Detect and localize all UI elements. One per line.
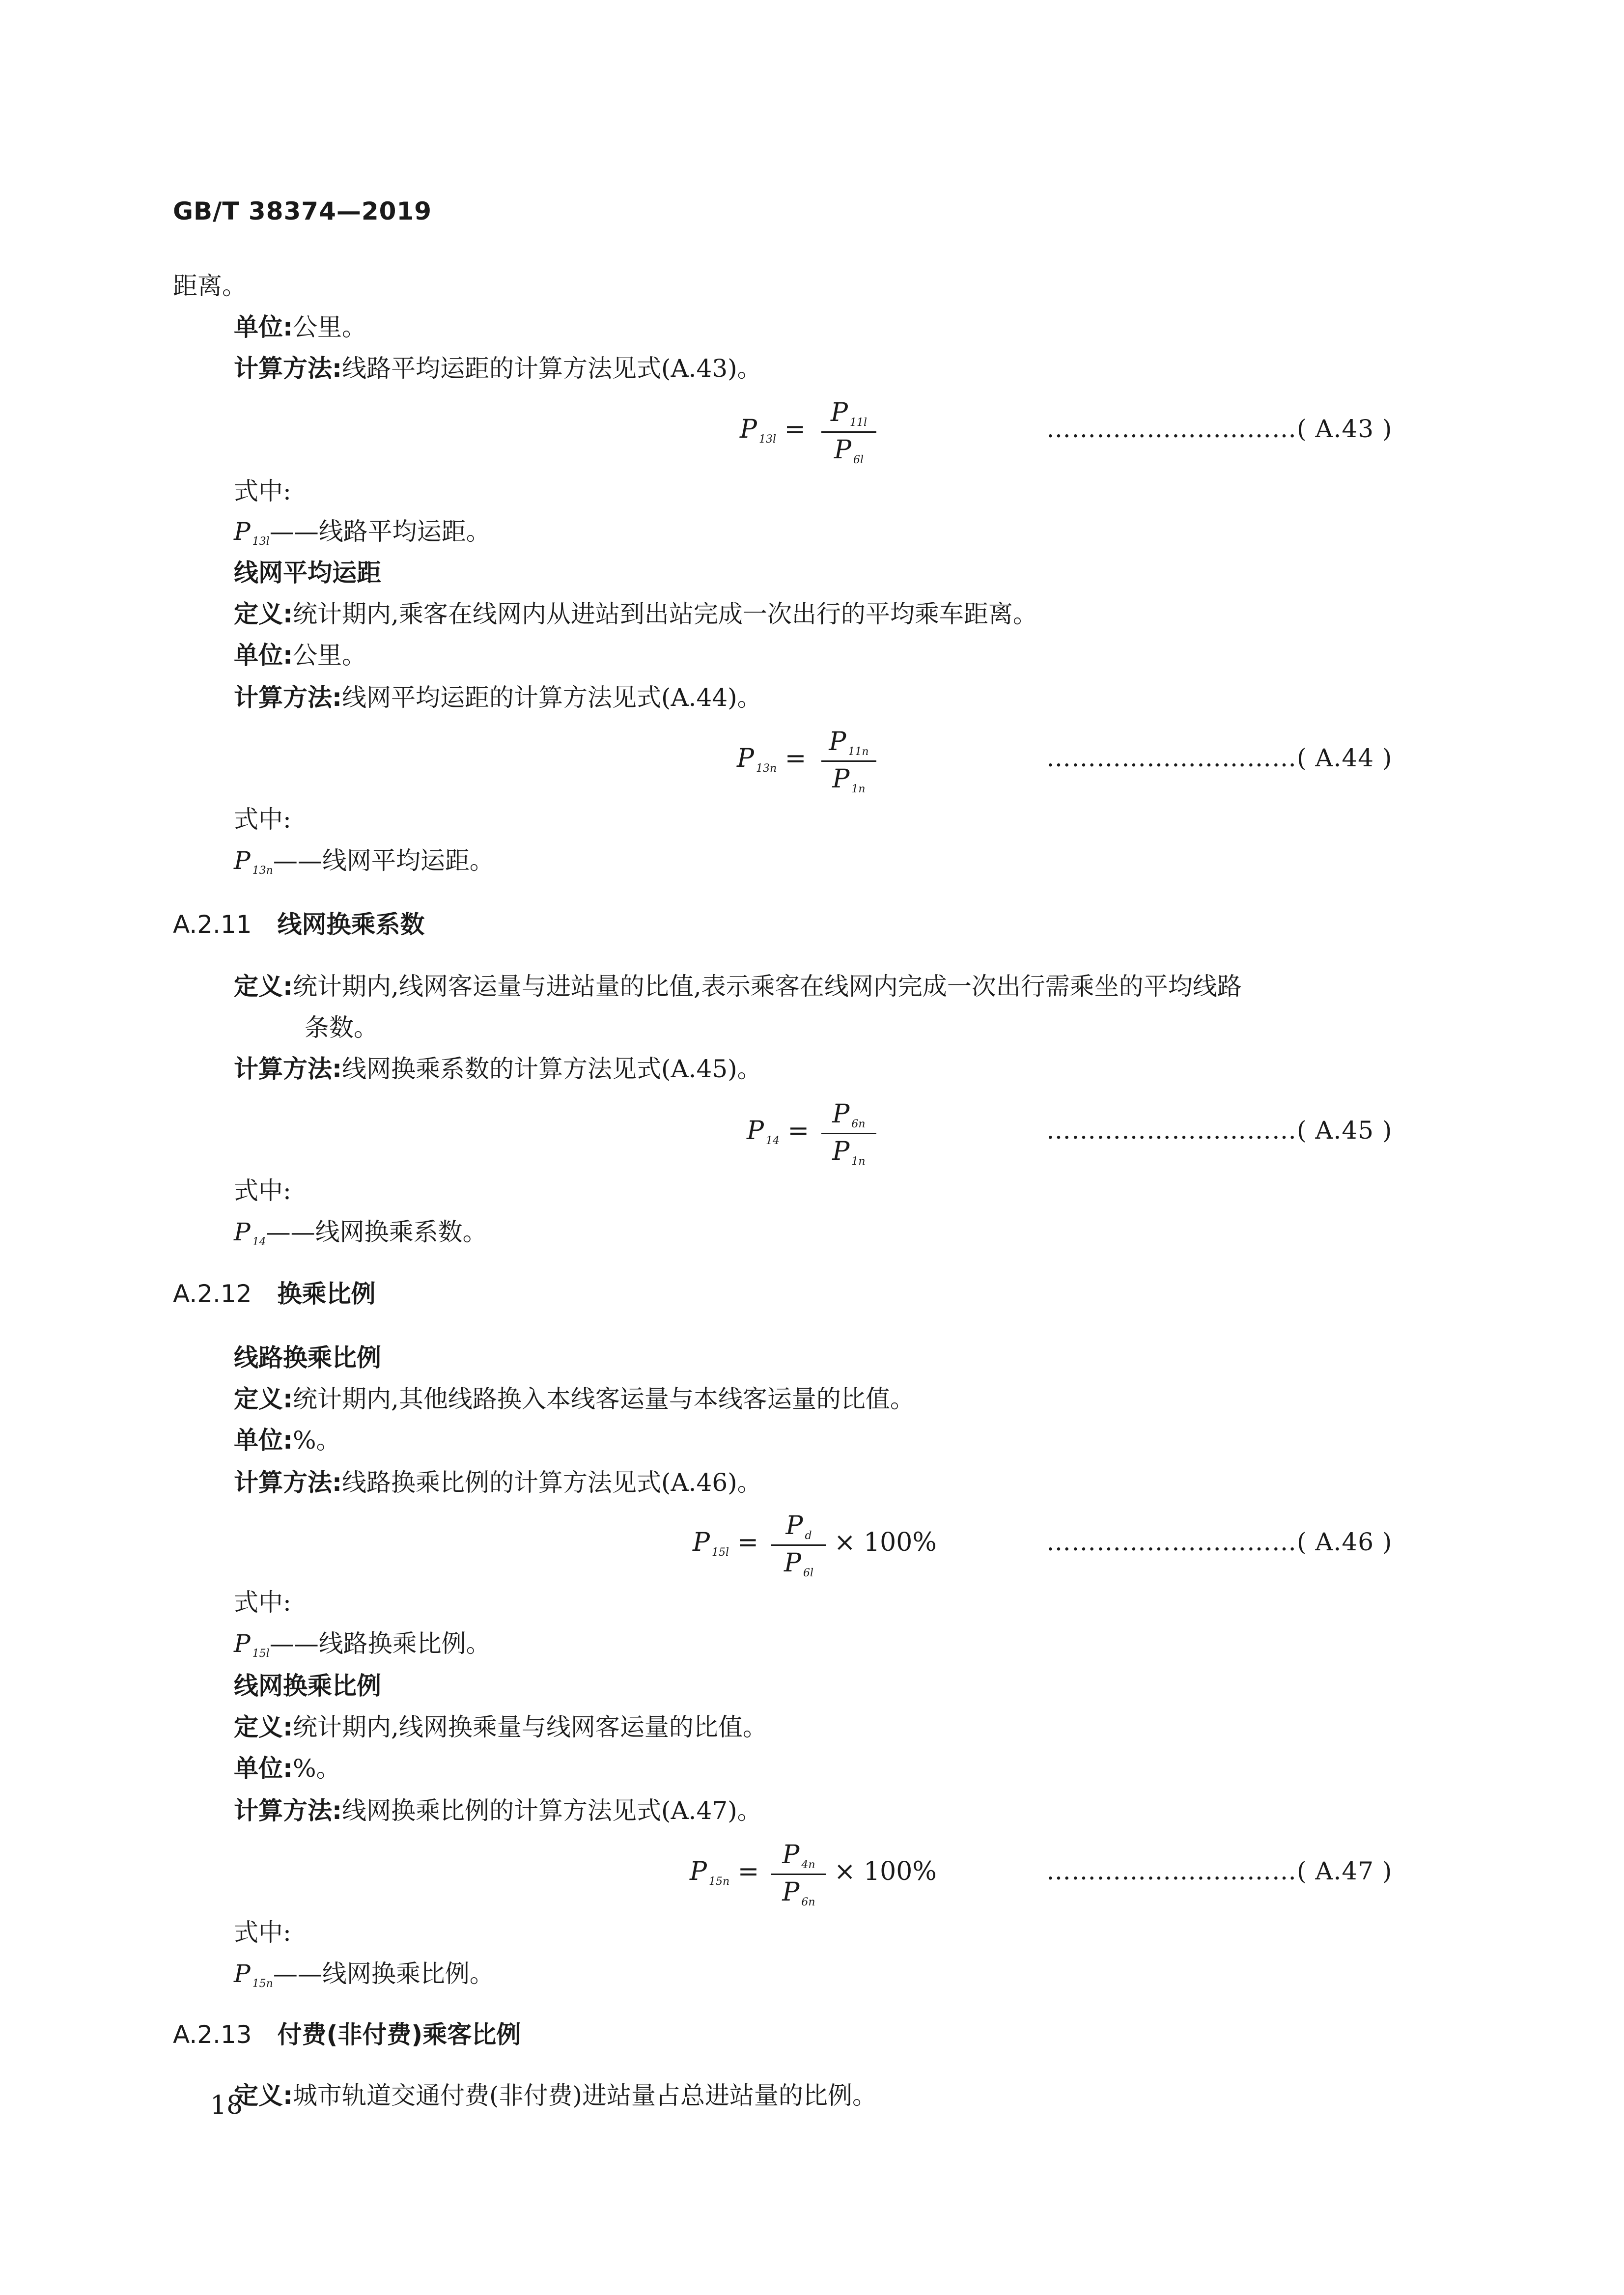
numerator: P $_{6n}$ bbox=[832, 1099, 866, 1130]
definition-continuation: 条数。 bbox=[305, 1013, 378, 1042]
method-line: 计算方法:线路换乘比例的计算方法见式(A.46)。 bbox=[234, 1468, 762, 1497]
unit-line: 单位:%。 bbox=[234, 1754, 341, 1783]
symbol-definition: P $_{13l}$——线路平均运距。 bbox=[234, 517, 491, 548]
definition-line: 定义:统计期内,线网客运量与进站量的比值,表示乘客在线网内完成一次出行需乘坐的平均线路 bbox=[234, 972, 1242, 1001]
fraction-bar bbox=[771, 1874, 826, 1875]
fraction-bar bbox=[821, 431, 876, 433]
unit-line: 单位:公里。 bbox=[234, 641, 366, 670]
subheading: 线路换乘比例 bbox=[234, 1343, 381, 1372]
section-heading-a2-11: A.2.11 线网换乘系数 bbox=[173, 910, 425, 939]
fraction-bar bbox=[771, 1544, 826, 1546]
formula-a45 bbox=[0, 1094, 1624, 1168]
symbol-definition: P $_{15n}$——线网换乘比例。 bbox=[234, 1959, 494, 1990]
fraction-bar bbox=[821, 760, 876, 762]
paragraph-line: 距离。 bbox=[173, 272, 247, 300]
formula-a43 bbox=[0, 393, 1624, 467]
method-line: 计算方法:线网平均运距的计算方法见式(A.44)。 bbox=[234, 683, 762, 712]
where-line: 式中: bbox=[234, 1588, 291, 1617]
section-heading-a2-13: A.2.13 付费(非付费)乘客比例 bbox=[173, 2020, 521, 2049]
equation-number: …………………………( A.46 ) bbox=[1046, 1528, 1393, 1556]
denominator: P $_{6n}$ bbox=[782, 1877, 815, 1908]
numerator: P $_{11n}$ bbox=[829, 727, 869, 758]
page-number: 18 bbox=[210, 2091, 243, 2120]
denominator: P $_{6l}$ bbox=[834, 435, 864, 466]
where-line: 式中: bbox=[234, 1176, 291, 1205]
label-unit: 单位: bbox=[234, 313, 293, 341]
formula-lhs: P $_{15n}$ = bbox=[690, 1857, 759, 1888]
symbol-definition: P $_{14}$——线网换乘系数。 bbox=[234, 1218, 487, 1248]
section-heading-a2-12: A.2.12 换乘比例 bbox=[173, 1280, 376, 1308]
where-line: 式中: bbox=[234, 477, 291, 505]
definition-line: 定义:统计期内,乘客在线网内从进站到出站完成一次出行的平均乘车距离。 bbox=[234, 600, 1037, 628]
formula-a46 bbox=[0, 1506, 1624, 1580]
numerator: P $_{11l}$ bbox=[830, 398, 868, 429]
formula-lhs: P $_{15l}$ = bbox=[693, 1528, 759, 1559]
numerator: P $_d$ bbox=[785, 1511, 812, 1542]
unit-line: 单位:%。 bbox=[234, 1426, 341, 1455]
method-line: 计算方法:线网换乘比例的计算方法见式(A.47)。 bbox=[234, 1796, 762, 1825]
definition-line: 定义:统计期内,其他线路换入本线客运量与本线客运量的比值。 bbox=[234, 1385, 915, 1413]
method-line: 计算方法:线网换乘系数的计算方法见式(A.45)。 bbox=[234, 1055, 762, 1083]
fraction-bar bbox=[821, 1133, 876, 1134]
definition-line: 定义:城市轨道交通付费(非付费)进站量占总进站量的比例。 bbox=[234, 2081, 877, 2110]
equation-number: …………………………( A.44 ) bbox=[1046, 744, 1393, 772]
where-line: 式中: bbox=[234, 805, 291, 834]
where-line: 式中: bbox=[234, 1918, 291, 1947]
definition-line: 定义:统计期内,线网换乘量与线网客运量的比值。 bbox=[234, 1713, 767, 1741]
formula-multiplier: × 100% bbox=[834, 1528, 937, 1557]
formula-a47 bbox=[0, 1835, 1624, 1909]
equation-number: …………………………( A.43 ) bbox=[1046, 415, 1393, 443]
equation-number: …………………………( A.45 ) bbox=[1046, 1116, 1393, 1145]
label-method: 计算方法: bbox=[234, 354, 342, 383]
formula-multiplier: × 100% bbox=[834, 1857, 937, 1886]
formula-lhs: P $_{13l}$ = bbox=[740, 415, 806, 446]
formula-lhs: P $_{13n}$ = bbox=[737, 744, 807, 775]
method-line bbox=[234, 354, 762, 383]
numerator: P $_{4n}$ bbox=[782, 1840, 815, 1871]
unit-line bbox=[234, 312, 366, 342]
denominator: P $_{1n}$ bbox=[832, 764, 866, 795]
method-text: 线路平均运距的计算方法见式(A.43)。 bbox=[342, 354, 762, 383]
formula-a44 bbox=[0, 722, 1624, 796]
standard-code-header: GB/T 38374—2019 bbox=[173, 197, 432, 225]
symbol-definition: P $_{13n}$——线网平均运距。 bbox=[234, 846, 494, 877]
symbol-definition: P $_{15l}$——线路换乘比例。 bbox=[234, 1629, 491, 1660]
subheading: 线网平均运距 bbox=[234, 559, 381, 587]
unit-value: 公里。 bbox=[293, 313, 366, 341]
denominator: P $_{1n}$ bbox=[832, 1137, 866, 1168]
equation-number: …………………………( A.47 ) bbox=[1046, 1857, 1393, 1885]
subheading: 线网换乘比例 bbox=[234, 1672, 381, 1700]
formula-lhs: P $_{14}$ = bbox=[747, 1116, 810, 1147]
denominator: P $_{6l}$ bbox=[784, 1548, 814, 1579]
